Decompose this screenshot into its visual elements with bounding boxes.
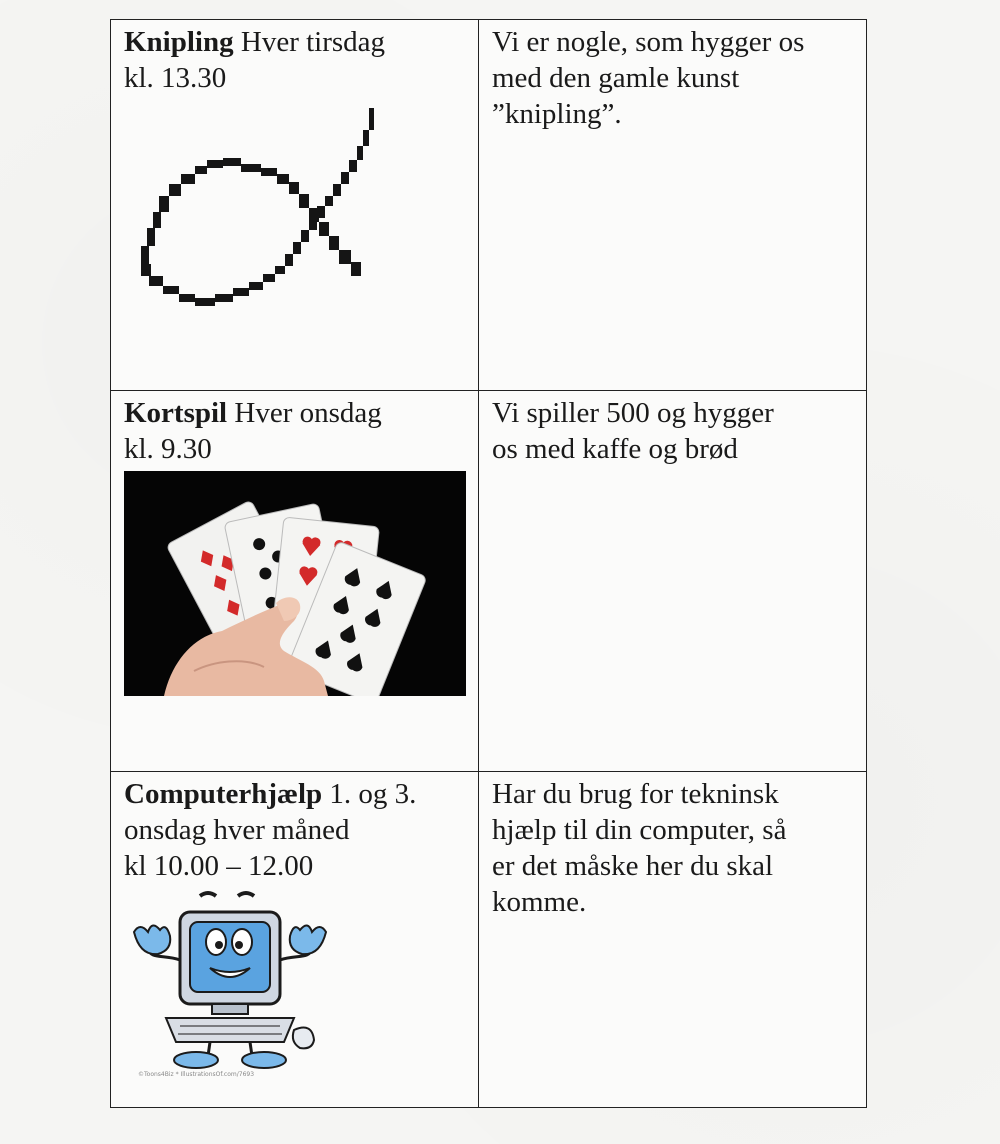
activity-heading [124, 776, 466, 812]
activity-cell [111, 391, 479, 772]
activity-schedule: Hver onsdag [227, 397, 382, 429]
activity-name: Kortspil [124, 397, 228, 429]
activities-table [110, 19, 867, 1108]
activity-name: Computerhjælp [124, 778, 323, 810]
activity-cell [111, 20, 479, 391]
lace-pixel-trail [141, 108, 374, 306]
description-line: Vi er nogle, som hygger os [492, 26, 805, 58]
table-row [111, 391, 867, 772]
description-line: os med kaffe og brød [492, 433, 738, 465]
activity-time: kl. 13.30 [124, 62, 227, 94]
activity-cell [111, 772, 479, 1108]
description-line: hjælp til din computer, så [492, 814, 787, 846]
table-row [111, 772, 867, 1108]
activity-heading [124, 395, 466, 431]
description-cell [479, 772, 867, 1108]
description-line: komme. [492, 886, 587, 918]
lace-pattern-icon [134, 108, 374, 308]
description-line: med den gamle kunst [492, 62, 740, 94]
activity-time: kl. 9.30 [124, 433, 212, 465]
activity-schedule-line2: onsdag hver måned [124, 814, 350, 846]
description-line: Har du brug for tekninsk [492, 778, 779, 810]
activity-name: Knipling [124, 26, 234, 58]
description-line: Vi spiller 500 og hygger [492, 397, 774, 429]
activity-schedule: Hver tirsdag [233, 26, 386, 58]
activity-heading [124, 24, 466, 60]
description-cell [479, 391, 867, 772]
playing-cards-photo [124, 471, 466, 696]
activity-schedule: 1. og 3. [322, 778, 417, 810]
description-line: er det måske her du skal [492, 850, 774, 882]
description-line: ”knipling”. [492, 98, 622, 130]
activity-time: kl 10.00 – 12.00 [124, 850, 314, 882]
illustration-credit: ©Toons4Biz * IllustrationsOf.com/7693 [138, 1071, 255, 1078]
cartoon-computer-icon [130, 890, 330, 1080]
description-cell [479, 20, 867, 391]
table-row [111, 20, 867, 391]
